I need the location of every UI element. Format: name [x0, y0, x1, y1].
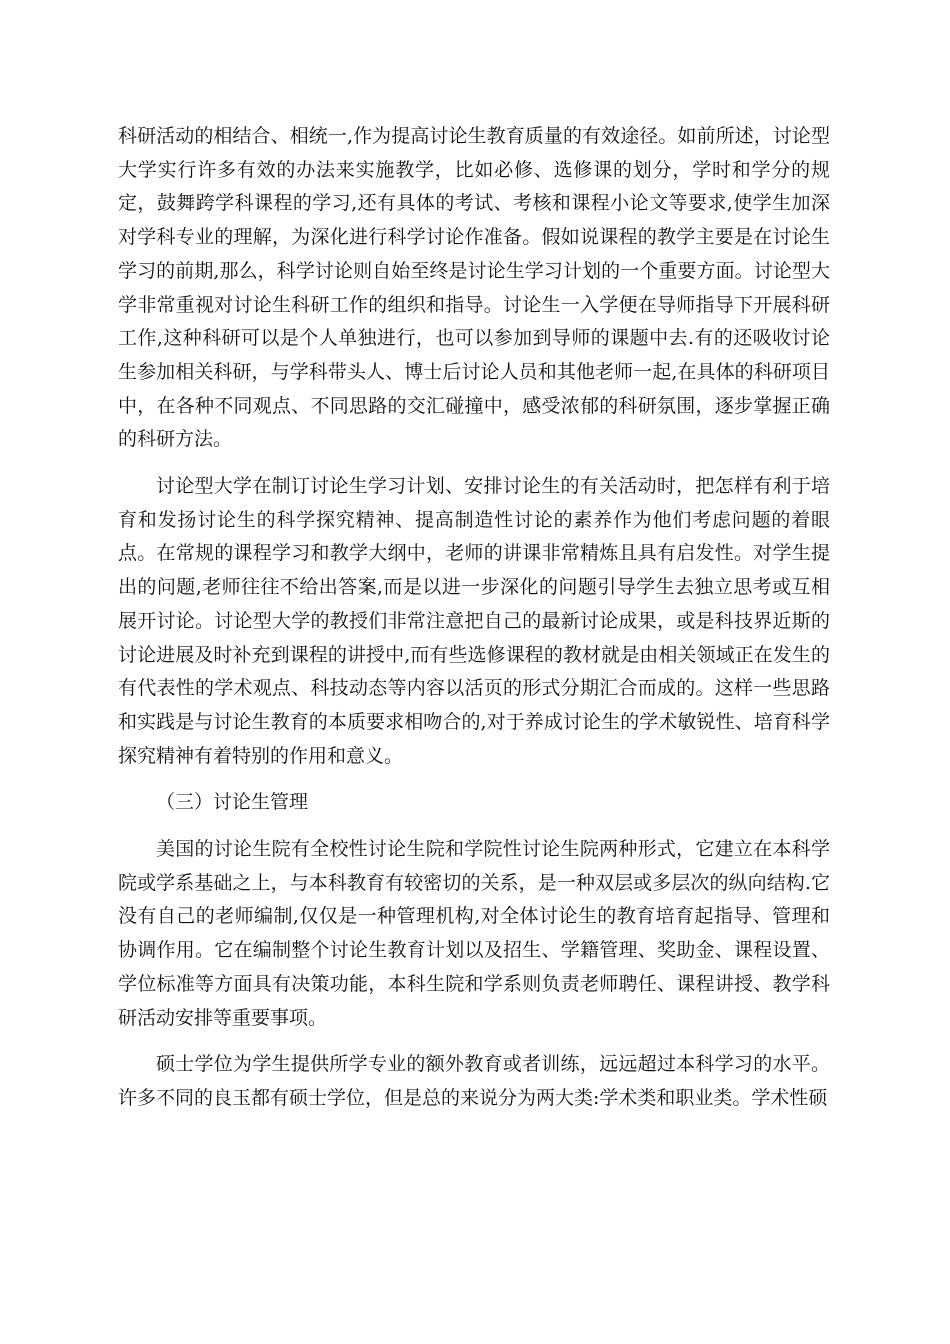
section-heading: （三）讨论生管理 — [156, 791, 309, 814]
paragraph-4: 硕士学位为学生提供所学专业的额外教育或者训练，远远超过本科学习的水平。许多不同的良玉都有硕士学位，但是总的来说分为两大类:学术类和职业类。学术性硕 — [118, 1053, 830, 1109]
paragraph-2: 讨论型大学在制订讨论生学习计划、安排讨论生的有关活动时，把怎样有利于培育和发扬讨论生的科学探究精神、提高制造性讨论的素养作为他们考虑问题的着眼点。在常规的课程学习和教学大纲中，老师的讲课非常精炼且具有启发性。对学生提出的问题,老师往往不给出答案,而是以进一步深化的问题引导学生去独立思考或互相展开讨论。讨论型大学的教授们非常注意把自己的最新讨论成果，或是科技界近斯的讨论进展及时补充到课程的讲授中,而有些选修课程的教材就是由相关领域正在发生的有代表性的学术观点、科技动态等内容以活页的形式分期汇合而成的。这样一些思路和实践是与讨论生教育的本质要求相吻合的,对于养成讨论生的学术敏锐性、培育科学探究精神有着特别的作用和意义。 — [118, 475, 830, 767]
paragraph-1: 科研活动的相结合、相统一,作为提高讨论生教育质量的有效途径。如前所述，讨论型大学实行许多有效的办法来实施教学，比如必修、选修课的划分，学时和学分的规定，鼓舞跨学科课程的学习,还有具体的考试、考核和课程小论文等要求,使学生加深对学科专业的理解，为深化进行科学讨论作准备。假如说课程的教学主要是在讨论生学习的前期,那么，科学讨论则自始至终是讨论生学习计划的一个重要方面。讨论型大学非常重视对讨论生科研工作的组织和指导。讨论生一入学便在导师指导下开展科研工作,这种科研可以是个人单独进行，也可以参加到导师的课题中去.有的还吸收讨论生参加相关科研，与学科带头人、博士后讨论人员和其他老师一起,在具体的科研项目中，在各种不同观点、不同思路的交汇碰撞中，感受浓郁的科研氛围，逐步掌握正确的科研方法。 — [118, 125, 830, 451]
document-page — [118, 120, 830, 1116]
paragraph-3: 美国的讨论生院有全校性讨论生院和学院性讨论生院两种形式，它建立在本科学院或学系基础之上，与本科教育有较密切的关系，是一种双层或多层次的纵向结构.它没有自己的老师编制,仅仅是一种管理机构,对全体讨论生的教育培育起指导、管理和协调作用。它在编制整个讨论生教育计划以及招生、学籍管理、奖助金、课程设置、学位标准等方面具有决策功能，本科生院和学系则负责老师聘任、课程讲授、教学科研活动安排等重要事项。 — [118, 838, 830, 1029]
